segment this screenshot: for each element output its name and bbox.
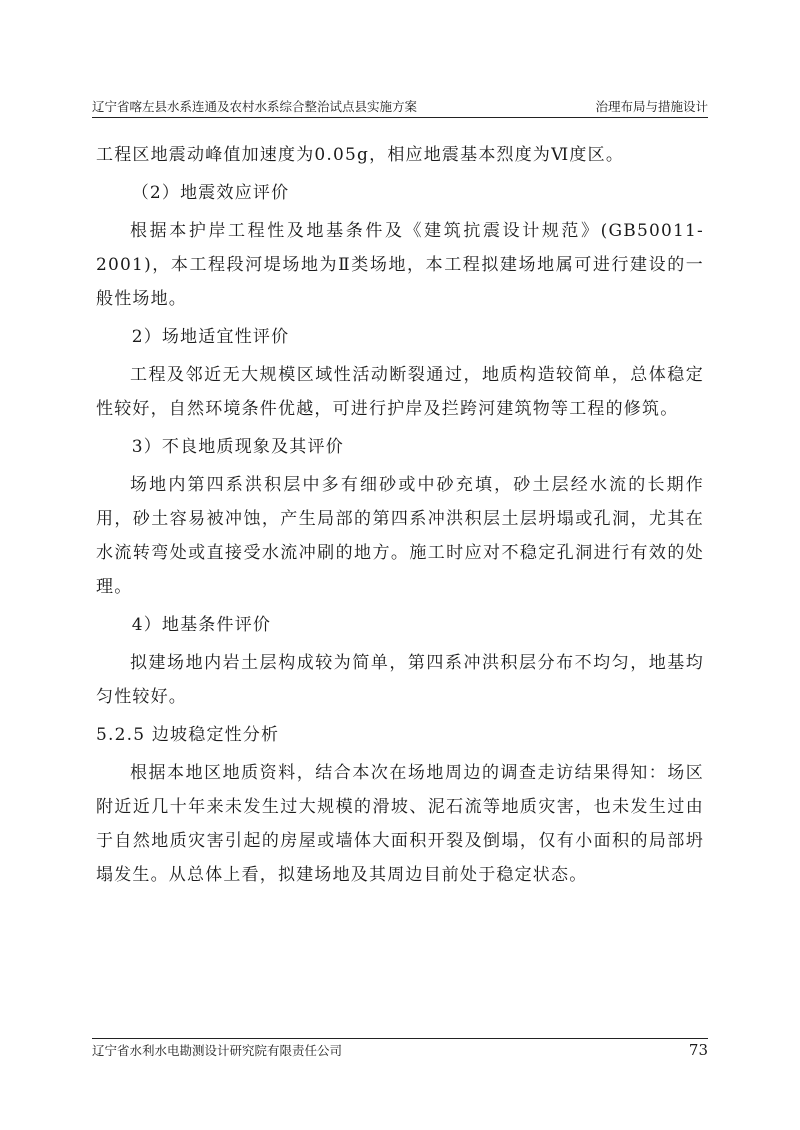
subheading: 3）不良地质现象及其评价 — [131, 437, 344, 457]
header-chapter-title: 治理布局与措施设计 — [595, 99, 708, 114]
paragraph: 拟建场地内岩土层构成较为简单，第四系冲洪积层分布不均匀，地基均匀性较好。 — [96, 653, 704, 707]
header-document-title: 辽宁省喀左县水系连通及农村水系综合整治试点县实施方案 — [92, 99, 418, 114]
paragraph: 场地内第四系洪积层中多有细砂或中砂充填，砂土层经水流的长期作用，砂土容易被冲蚀，产生局部的第四系冲洪积层土层坍塌或孔洞，尤其在水流转弯处或直接受水流冲刷的地方。施工时应对不稳定孔洞进行有效的处理。 — [96, 475, 704, 597]
paragraph: 工程及邻近无大规模区域性活动断裂通过，地质构造较简单，总体稳定性较好，自然环境条件优越，可进行护岸及拦跨河建筑物等工程的修筑。 — [96, 365, 704, 419]
page-footer — [92, 1038, 708, 1059]
subheading: 2）场地适宜性评价 — [131, 327, 290, 347]
section-heading: 5.2.5 边坡稳定性分析 — [96, 725, 280, 745]
document-body — [96, 138, 704, 892]
paragraph: 工程区地震动峰值加速度为0.05g，相应地震基本烈度为Ⅵ度区。 — [96, 145, 625, 165]
page-number: 73 — [688, 1041, 708, 1059]
paragraph: 根据本护岸工程性及地基条件及《建筑抗震设计规范》(GB50011-2001)，本工程段河堤场地为Ⅱ类场地，本工程拟建场地属可进行建设的一般性场地。 — [96, 221, 704, 309]
page-header — [92, 93, 708, 118]
subheading: （2）地震效应评价 — [131, 183, 290, 203]
footer-organization: 辽宁省水利水电勘测设计研究院有限责任公司 — [92, 1043, 343, 1058]
subheading: 4）地基条件评价 — [131, 615, 272, 635]
paragraph: 根据本地区地质资料，结合本次在场地周边的调查走访结果得知：场区附近近几十年来未发生过大规模的滑坡、泥石流等地质灾害，也未发生过由于自然地质灾害引起的房屋或墙体大面积开裂及倒塌，仅有小面积的局部坍塌发生。从总体上看，拟建场地及其周边目前处于稳定状态。 — [96, 763, 704, 885]
